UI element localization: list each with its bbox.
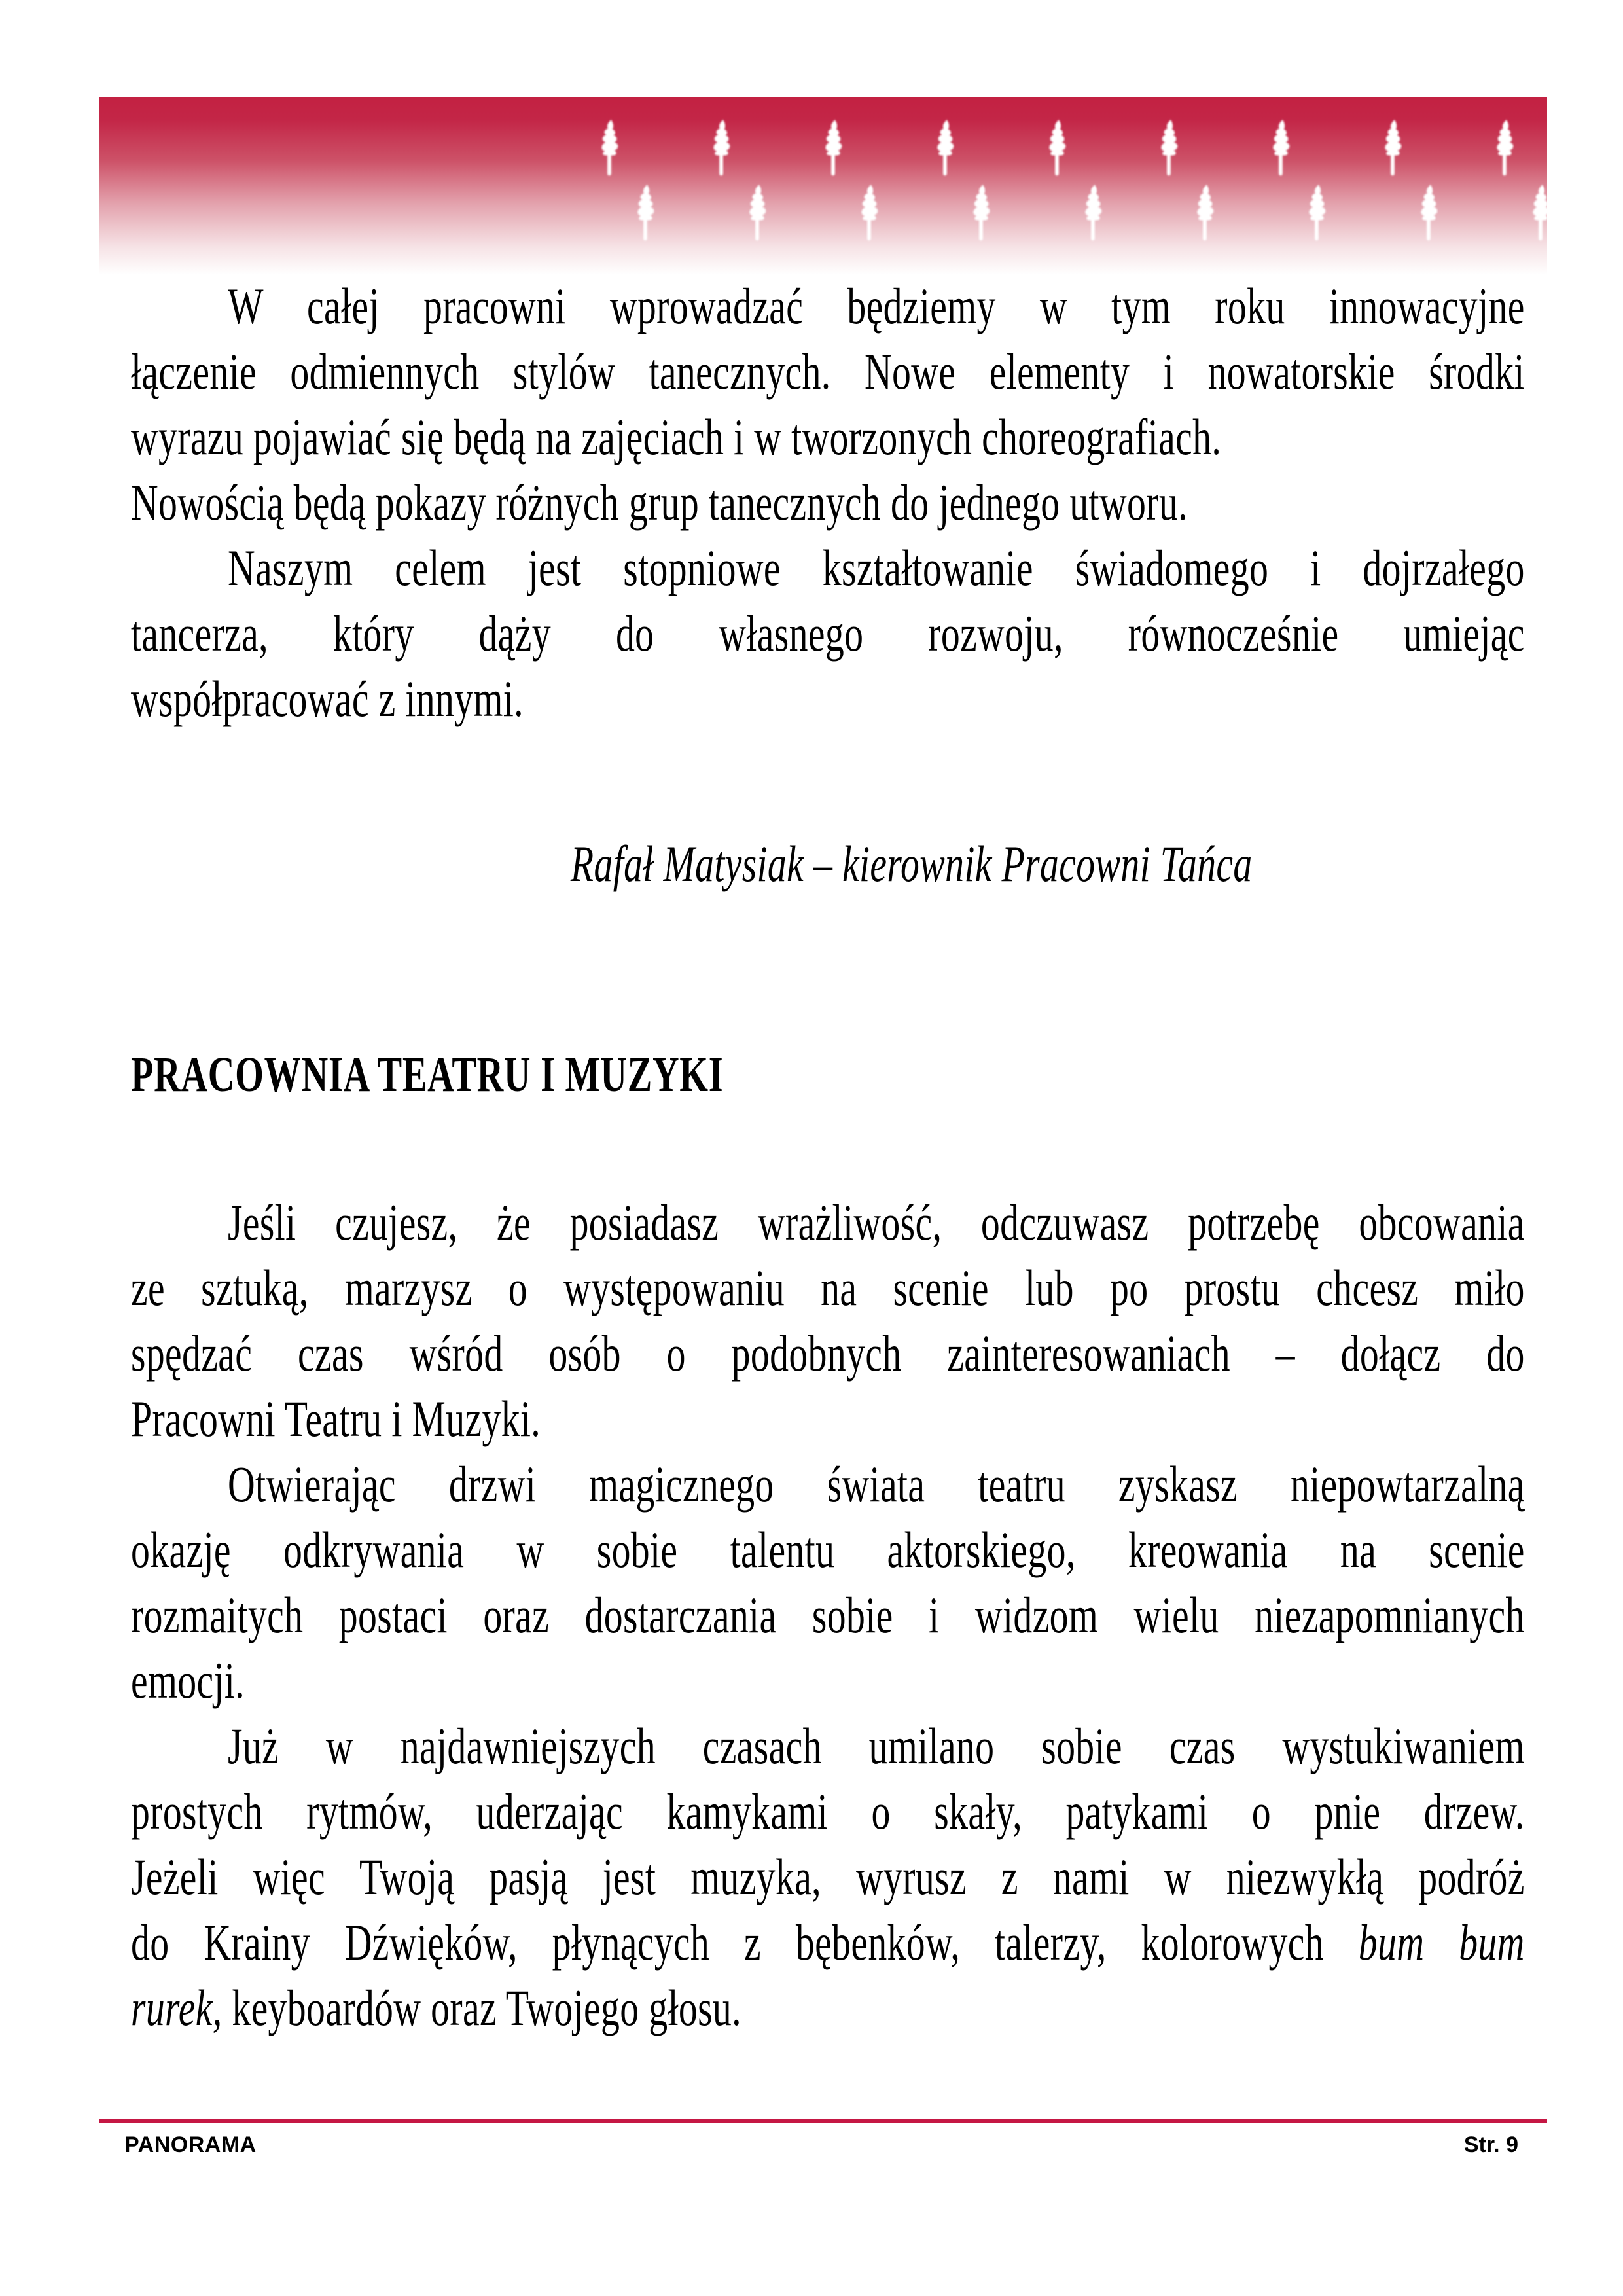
paragraph: [131, 274, 1525, 470]
italic-text-run: rurek,: [131, 1979, 223, 2036]
christmas-tree-icon: [921, 119, 967, 179]
text-line: emocji.: [131, 1652, 245, 1709]
christmas-tree-icon: [957, 184, 1003, 244]
christmas-tree-icon: [1257, 119, 1303, 179]
text-line: ze sztuką, marzysz o występowaniu na scenie lub po prostu chcesz miło: [131, 1259, 1525, 1316]
text-line: Naszym celem jest stopniowe kształtowanie świadomego i dojrzałego: [228, 539, 1525, 596]
paragraph: [131, 535, 1525, 732]
text-line: rozmaitych postaci oraz dostarczania sobie i widzom wielu niezapomnianych: [131, 1587, 1525, 1643]
section-heading: PRACOWNIA TEATRU I MUZYKI: [131, 1047, 724, 1102]
text-line: współpracować z innymi.: [131, 670, 524, 727]
christmas-tree-icon: [810, 119, 855, 179]
paragraph: [131, 1190, 1525, 1452]
text-line: Otwierając drzwi magicznego świata teatru zyskasz niepowtarzalną: [228, 1456, 1525, 1513]
christmas-tree-icon: [586, 119, 632, 179]
text-run: keyboardów oraz Twojego głosu.: [222, 1979, 741, 2036]
author-signature: [131, 831, 1623, 897]
signature-text: Rafał Matysiak – kierownik Pracowni Tańca: [570, 835, 1253, 892]
text-line: Jeśli czujesz, że posiadasz wrażliwość, odczuwasz potrzebę obcowania: [228, 1194, 1525, 1251]
tree-row-top: [586, 119, 1527, 179]
text-line: Już w najdawniejszych czasach umilano sobie czas wystukiwaniem: [228, 1717, 1525, 1774]
christmas-tree-icon: [1145, 119, 1191, 179]
christmas-tree-icon: [698, 119, 743, 179]
christmas-tree-icon: [1481, 119, 1527, 179]
paragraph: [131, 470, 1525, 535]
text-line: Nowością będą pokazy różnych grup tanecznych do jednego utworu.: [131, 474, 1188, 531]
text-line: [131, 1975, 1525, 2041]
text-line: tancerza, który dąży do własnego rozwoju, równocześnie umiejąc: [131, 605, 1525, 662]
text-line: spędzać czas wśród osób o podobnych zainteresowaniach – dołącz do: [131, 1325, 1525, 1382]
text-line: [131, 1910, 1525, 1975]
christmas-tree-icon: [1181, 184, 1227, 244]
christmas-tree-icon: [1069, 184, 1115, 244]
paragraph: [131, 1452, 1525, 1713]
text-line: Jeżeli więc Twoją pasją jest muzyka, wyrusz z nami w niezwykłą podróż: [131, 1848, 1525, 1905]
footer-page-number: Str. 9: [1463, 2132, 1518, 2157]
paragraph: [131, 1713, 1525, 2041]
christmas-tree-icon: [622, 184, 668, 244]
text-line: łączenie odmiennych stylów tanecznych. Nowe elementy i nowatorskie środki: [131, 343, 1525, 400]
text-line: W całej pracowni wprowadzać będziemy w tym roku innowacyjne: [228, 278, 1525, 334]
christmas-tree-icon: [1293, 184, 1339, 244]
holiday-banner: [99, 97, 1547, 275]
christmas-tree-icon: [1369, 119, 1415, 179]
christmas-tree-icon: [1517, 184, 1547, 244]
text-line: okazję odkrywania w sobie talentu aktorskiego, kreowania na scenie: [131, 1521, 1525, 1578]
text-line: prostych rytmów, uderzając kamykami o skały, patykami o pnie drzew.: [131, 1783, 1525, 1840]
italic-text-run: bum bum: [1358, 1914, 1525, 1971]
christmas-tree-icon: [846, 184, 891, 244]
christmas-tree-icon: [1033, 119, 1079, 179]
christmas-tree-icon: [734, 184, 779, 244]
tree-row-bottom: [622, 184, 1547, 244]
text-line: Pracowni Teatru i Muzyki.: [131, 1390, 541, 1447]
footer-rule: [99, 2119, 1547, 2123]
christmas-tree-icon: [1405, 184, 1451, 244]
text-run: do Krainy Dźwięków, płynących z bębenków, talerzy, kolorowych: [131, 1914, 1359, 1971]
footer-brand: PANORAMA: [124, 2132, 257, 2157]
text-line: wyrazu pojawiać się będą na zajęciach i w tworzonych choreografiach.: [131, 408, 1222, 465]
